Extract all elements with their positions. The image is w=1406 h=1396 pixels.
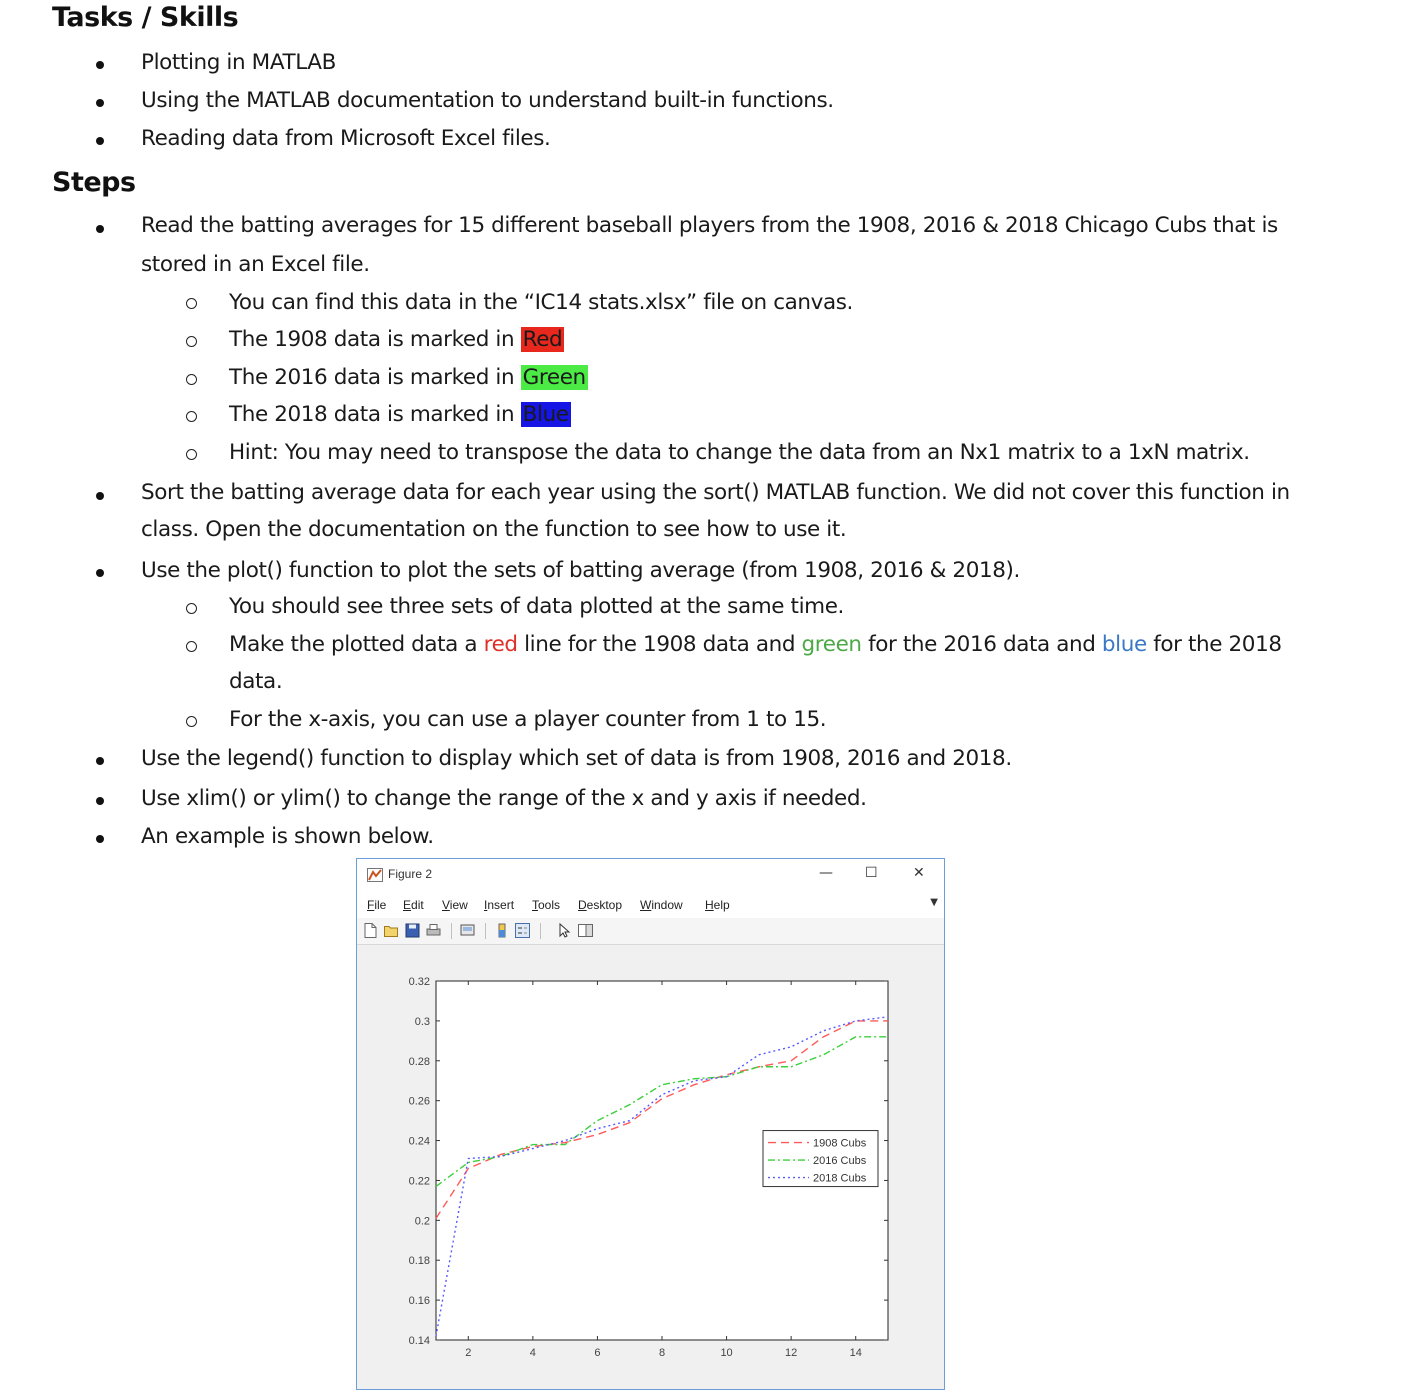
substep-text: You should see three sets of data plotted at the same time. [229, 594, 844, 619]
y-tick-label: 0.18 [408, 1255, 430, 1268]
substep-text: Hint: You may need to transpose the data to change the data from an Nx1 matrix to a 1xN matrix. [229, 440, 1250, 465]
toolbar-separator [451, 923, 452, 939]
legend [763, 1131, 878, 1187]
y-tick-label: 0.22 [408, 1175, 430, 1188]
task-item: Using the MATLAB documentation to understand built-in functions. [141, 88, 834, 113]
x-tick-label: 10 [720, 1347, 733, 1359]
colorbar-icon[interactable] [493, 922, 510, 939]
bullet-icon [96, 61, 104, 69]
menu-file[interactable]: File [367, 898, 387, 912]
substep-text: Make the plotted data a red line for the 1908 data and green for the 2016 data and blue for the 2018 [229, 632, 1282, 657]
blue-word: blue [1101, 632, 1147, 657]
open-folder-icon[interactable] [383, 922, 400, 939]
x-tick-label: 2 [465, 1347, 472, 1359]
legend-label: 1908 Cubs [813, 1137, 867, 1150]
y-tick-label: 0.32 [408, 976, 430, 988]
step-text: stored in an Excel file. [141, 252, 370, 277]
step-text: An example is shown below. [141, 824, 434, 849]
substep-text: The 2016 data is marked in Green [229, 365, 586, 390]
task-item: Reading data from Microsoft Excel files. [141, 126, 551, 151]
y-tick-label: 0.14 [408, 1335, 430, 1347]
menu-edit[interactable]: Edit [403, 898, 424, 912]
bullet-icon [96, 225, 104, 233]
y-tick-label: 0.26 [408, 1095, 430, 1108]
menu-help[interactable]: Help [705, 898, 730, 912]
bullet-icon [96, 492, 104, 500]
sub-bullet-icon [186, 716, 197, 727]
bullet-icon [96, 569, 104, 577]
substep-text: For the x-axis, you can use a player counter from 1 to 15. [229, 707, 827, 732]
figure-toolbar [357, 918, 944, 945]
legend-label: 2018 Cubs [813, 1172, 867, 1185]
matlab-figure-icon [367, 868, 383, 882]
property-inspector-icon[interactable] [577, 922, 594, 939]
step-text: Use the plot() function to plot the sets of batting average (from 1908, 2016 & 2018). [141, 558, 1020, 583]
step-text: Sort the batting average data for each year using the sort() MATLAB function. We did not cover this function in [141, 480, 1290, 505]
steps-heading: Steps [52, 167, 136, 198]
substep-text: You can find this data in the “IC14 stats.xlsx” file on canvas. [229, 290, 853, 315]
y-tick-label: 0.24 [408, 1135, 430, 1148]
step-text: Read the batting averages for 15 different baseball players from the 1908, 2016 & 2018 Chicago Cubs that is [141, 213, 1278, 238]
sub-bullet-icon [186, 374, 197, 385]
bullet-icon [96, 797, 104, 805]
figure-menubar [357, 892, 944, 918]
step-text: Use the legend() function to display which set of data is from 1908, 2016 and 2018. [141, 746, 1012, 771]
plot-area [357, 945, 944, 1389]
sub-bullet-icon [186, 641, 197, 652]
step-text: Use xlim() or ylim() to change the range of the x and y axis if needed. [141, 786, 867, 811]
highlight-green: Green [522, 365, 586, 390]
step-text: class. Open the documentation on the function to see how to use it. [141, 517, 847, 542]
menu-tools[interactable]: Tools [532, 898, 561, 912]
figure-titlebar [357, 859, 944, 892]
x-tick-label: 14 [849, 1347, 862, 1359]
print-figure-icon[interactable] [459, 922, 476, 939]
menu-overflow-icon[interactable]: ▼ [930, 897, 938, 908]
toolbar-separator [485, 923, 486, 939]
maximize-button[interactable]: ☐ [865, 865, 878, 881]
highlight-blue: Blue [522, 402, 569, 427]
print-icon[interactable] [425, 922, 442, 939]
tasks-heading: Tasks / Skills [52, 2, 239, 33]
menu-view[interactable]: View [442, 898, 468, 912]
bullet-icon [96, 137, 104, 145]
bullet-icon [96, 835, 104, 843]
highlight-red: Red [522, 327, 563, 352]
x-tick-label: 8 [658, 1347, 666, 1359]
sub-bullet-icon [186, 298, 197, 309]
x-tick-label: 4 [529, 1347, 536, 1359]
x-tick-label: 12 [785, 1347, 798, 1359]
y-tick-label: 0.28 [408, 1055, 430, 1068]
figure-title: Figure 2 [388, 867, 433, 881]
toolbar-separator [540, 923, 541, 939]
y-tick-label: 0.16 [408, 1295, 430, 1308]
legend-label: 2016 Cubs [813, 1155, 867, 1168]
pointer-icon[interactable] [556, 922, 573, 939]
task-item: Plotting in MATLAB [141, 50, 336, 75]
substep-text: The 2018 data is marked in Blue [229, 402, 569, 427]
x-tick-label: 6 [594, 1347, 601, 1359]
sub-bullet-icon [186, 603, 197, 614]
y-tick-label: 0.3 [414, 1015, 430, 1028]
substep-text: The 1908 data is marked in Red [229, 327, 563, 352]
save-icon[interactable] [404, 922, 421, 939]
figure-window [356, 858, 945, 1390]
menu-desktop[interactable]: Desktop [578, 898, 623, 912]
substep-text: data. [229, 669, 283, 694]
y-tick-label: 0.2 [414, 1215, 430, 1228]
legend-icon[interactable] [514, 922, 531, 939]
new-file-icon[interactable] [362, 922, 379, 939]
close-button[interactable]: ✕ [913, 865, 925, 881]
green-word: green [801, 632, 862, 657]
bullet-icon [96, 99, 104, 107]
menu-insert[interactable]: Insert [484, 898, 515, 912]
red-word: red [483, 632, 518, 657]
minimize-button[interactable]: — [819, 865, 833, 881]
sub-bullet-icon [186, 336, 197, 347]
sub-bullet-icon [186, 449, 197, 460]
menu-window[interactable]: Window [640, 898, 683, 912]
bullet-icon [96, 757, 104, 765]
sub-bullet-icon [186, 411, 197, 422]
